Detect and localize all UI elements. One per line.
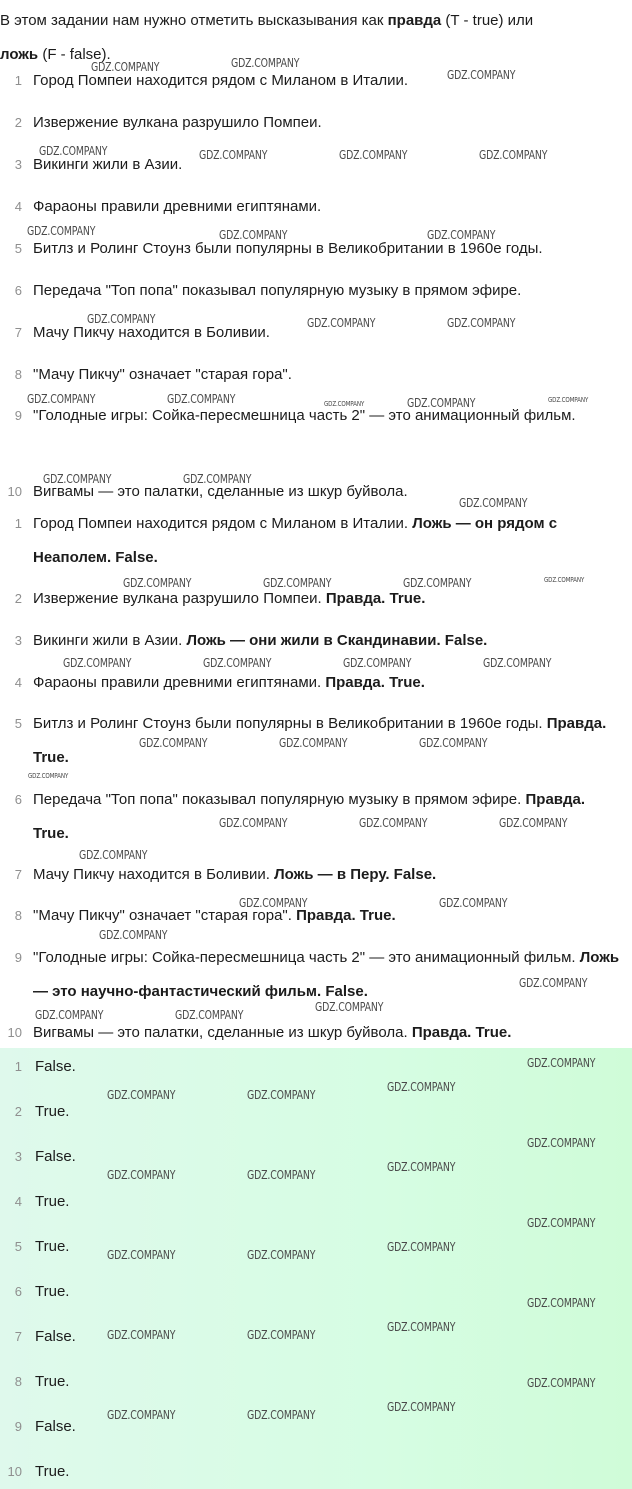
statement-text: Передача "Топ попа" показывал популярную музыку в прямом эфире.: [33, 282, 522, 299]
explanation-number: 4: [14, 675, 22, 690]
explanation-item: [0, 941, 632, 1009]
statement-item: [0, 148, 632, 182]
watermark: GDZ.COMPANY: [479, 148, 548, 162]
answer-number: 8: [14, 1374, 22, 1389]
explanation-item: [0, 858, 632, 892]
explanation-item: [0, 783, 632, 851]
answer-item: [0, 1275, 632, 1309]
answer-item: [0, 1140, 632, 1174]
explanation-text: Викинги жили в Азии.: [33, 632, 183, 649]
intro-paragraph: [0, 4, 628, 72]
statement-item: [0, 232, 632, 266]
intro-part3: (F - false).: [38, 46, 111, 63]
answer-item: [0, 1050, 632, 1084]
answer-number: 6: [14, 1284, 22, 1299]
statement-text: "Голодные игры: Сойка-пересмешница часть 2" — это анимационный фильм.: [33, 407, 576, 424]
watermark: GDZ.COMPANY: [183, 472, 252, 486]
statement-item: [0, 190, 632, 224]
watermark: GDZ.COMPANY: [27, 224, 96, 238]
watermark: GDZ.COMPANY: [499, 816, 568, 830]
answer-number: 4: [14, 1194, 22, 1209]
answer-text: False.: [35, 1418, 76, 1435]
explanation-number: 9: [14, 950, 22, 965]
statement-item: [0, 358, 632, 392]
statement-number: 1: [14, 73, 22, 88]
explanation-number: 6: [14, 792, 22, 807]
watermark: GDZ.COMPANY: [107, 1168, 176, 1182]
answer-text: True.: [35, 1373, 70, 1390]
explanation-text: Извержение вулкана разрушило Помпеи.: [33, 590, 322, 607]
statement-text: Битлз и Ролинг Стоунз были популярны в Великобритании в 1960е годы.: [33, 240, 543, 257]
explanation-text: Битлз и Ролинг Стоунз были популярны в Великобритании в 1960е годы.: [33, 715, 543, 732]
explanation-item: [0, 666, 632, 700]
explanation-number: 2: [14, 591, 22, 606]
watermark: GDZ.COMPANY: [99, 928, 168, 942]
watermark: GDZ.COMPANY: [219, 816, 288, 830]
answer-item: [0, 1320, 632, 1354]
explanation-text: Вигвамы — это палатки, сделанные из шкур буйвола.: [33, 1024, 408, 1041]
statement-number: 10: [7, 484, 22, 499]
explanation-number: 7: [14, 867, 22, 882]
watermark: GDZ.COMPANY: [483, 656, 552, 670]
statement-text: "Мачу Пикчу" означает "старая гора".: [33, 366, 292, 383]
statement-item: [0, 64, 632, 98]
watermark: GDZ.COMPANY: [247, 1408, 316, 1422]
explanation-number: 1: [14, 516, 22, 531]
statement-text: Фараоны правили древними египтянами.: [33, 198, 322, 215]
watermark: GDZ.COMPANY: [419, 736, 488, 750]
explanation-number: 8: [14, 908, 22, 923]
watermark: GDZ.COMPANY: [79, 848, 148, 862]
answer-item: [0, 1095, 632, 1129]
explanation-text: Город Помпеи находится рядом с Миланом в Италии.: [33, 515, 409, 532]
answer-number: 7: [14, 1329, 22, 1344]
watermark: GDZ.COMPANY: [203, 656, 272, 670]
answer-text: True.: [35, 1103, 70, 1120]
watermark: GDZ.COMPANY: [339, 148, 408, 162]
watermark: GDZ.COMPANY: [247, 1088, 316, 1102]
watermark: GDZ.COMPANY: [107, 1408, 176, 1422]
watermark: GDZ.COMPANY: [247, 1168, 316, 1182]
statement-item: [0, 475, 632, 509]
watermark: GDZ.COMPANY: [387, 1240, 456, 1254]
explanation-text: "Мачу Пикчу" означает "старая гора".: [33, 907, 292, 924]
watermark: GDZ.COMPANY: [459, 496, 528, 510]
watermark: GDZ.COMPANY: [403, 576, 472, 590]
explanation-answer: Правда. True.: [33, 715, 607, 766]
explanation-text: Передача "Топ попа" показывал популярную музыку в прямом эфире.: [33, 791, 522, 808]
watermark: GDZ.COMPANY: [387, 1080, 456, 1094]
statement-number: 6: [14, 283, 22, 298]
watermark: GDZ.COMPANY: [35, 1008, 104, 1022]
watermark: GDZ.COMPANY: [527, 1376, 596, 1390]
statement-number: 2: [14, 115, 22, 130]
watermark: GDZ.COMPANY: [199, 148, 268, 162]
answer-number: 2: [14, 1104, 22, 1119]
watermark: GDZ.COMPANY: [167, 392, 236, 406]
watermark: GDZ.COMPANY: [279, 736, 348, 750]
watermark: GDZ.COMPANY: [247, 1248, 316, 1262]
explanation-answer: Ложь — они жили в Скандинавии. False.: [186, 632, 488, 649]
explanation-text: "Голодные игры: Сойка-пересмешница часть 2" — это анимационный фильм.: [33, 949, 576, 966]
explanation-answer: Правда. True.: [296, 907, 396, 924]
statement-number: 7: [14, 325, 22, 340]
watermark: GDZ.COMPANY: [527, 1296, 596, 1310]
watermark: GDZ.COMPANY: [387, 1320, 456, 1334]
explanation-item: [0, 1016, 632, 1050]
statement-number: 8: [14, 367, 22, 382]
answer-item: [0, 1410, 632, 1444]
watermark: GDZ.COMPANY: [175, 1008, 244, 1022]
explanation-answer: Ложь — это научно-фантастический фильм. False.: [33, 949, 620, 1000]
explanation-item: [0, 899, 632, 933]
explanation-answer: Правда. True.: [33, 791, 586, 842]
statement-text: Мачу Пикчу находится в Боливии.: [33, 324, 270, 341]
answer-number: 1: [14, 1059, 22, 1074]
explanation-item: [0, 707, 632, 775]
watermark: GDZ.COMPANY: [527, 1216, 596, 1230]
answer-text: False.: [35, 1328, 76, 1345]
watermark: GDZ.COMPANY: [91, 60, 160, 74]
intro-false-word: ложь: [0, 46, 39, 63]
watermark: GDZ.COMPANY: [315, 1000, 384, 1014]
statement-item: [0, 274, 632, 308]
statement-number: 4: [14, 199, 22, 214]
watermark: GDZ.COMPANY: [43, 472, 112, 486]
watermark: GDZ.COMPANY: [324, 400, 365, 408]
watermark: GDZ.COMPANY: [123, 576, 192, 590]
answer-text: True.: [35, 1238, 70, 1255]
watermark: GDZ.COMPANY: [28, 772, 69, 780]
answer-text: True.: [35, 1283, 70, 1300]
watermark: GDZ.COMPANY: [139, 736, 208, 750]
watermark: GDZ.COMPANY: [39, 144, 108, 158]
intro-part1: В этом задании нам нужно отметить высказывания как: [0, 12, 388, 29]
watermark: GDZ.COMPANY: [63, 656, 132, 670]
statement-item: [0, 316, 632, 350]
watermark: GDZ.COMPANY: [87, 312, 156, 326]
statement-item: [0, 399, 632, 433]
watermark: GDZ.COMPANY: [544, 576, 585, 584]
explanation-text: Мачу Пикчу находится в Боливии.: [33, 866, 270, 883]
watermark: GDZ.COMPANY: [387, 1160, 456, 1174]
watermark: GDZ.COMPANY: [263, 576, 332, 590]
answers-panel: [0, 1048, 632, 1489]
statement-number: 3: [14, 157, 22, 172]
answer-item: [0, 1230, 632, 1264]
answer-number: 5: [14, 1239, 22, 1254]
watermark: GDZ.COMPANY: [447, 68, 516, 82]
watermark: GDZ.COMPANY: [107, 1328, 176, 1342]
watermark: GDZ.COMPANY: [519, 976, 588, 990]
answer-text: False.: [35, 1148, 76, 1165]
answer-number: 9: [14, 1419, 22, 1434]
answer-item: [0, 1365, 632, 1399]
explanation-answer: Ложь — в Перу. False.: [274, 866, 437, 883]
watermark: GDZ.COMPANY: [359, 816, 428, 830]
intro-true-word: правда: [387, 12, 442, 29]
answer-item: [0, 1455, 632, 1489]
explanation-number: 10: [7, 1025, 22, 1040]
watermark: GDZ.COMPANY: [27, 392, 96, 406]
watermark: GDZ.COMPANY: [548, 396, 589, 404]
statement-number: 5: [14, 241, 22, 256]
explanation-item: [0, 624, 632, 658]
watermark: GDZ.COMPANY: [447, 316, 516, 330]
explanation-text: Фараоны правили древними египтянами.: [33, 674, 322, 691]
answer-item: [0, 1185, 632, 1219]
answer-text: True.: [35, 1463, 70, 1480]
explanation-answer: Правда. True.: [325, 590, 426, 607]
explanation-number: 3: [14, 633, 22, 648]
watermark: GDZ.COMPANY: [387, 1400, 456, 1414]
statement-text: Город Помпеи находится рядом с Миланом в Италии.: [33, 72, 409, 89]
watermark: GDZ.COMPANY: [343, 656, 412, 670]
answer-text: True.: [35, 1193, 70, 1210]
explanation-answer: Правда. True.: [411, 1024, 512, 1041]
statement-item: [0, 106, 632, 140]
statement-text: Извержение вулкана разрушило Помпеи.: [33, 114, 322, 131]
explanation-item: [0, 582, 632, 616]
watermark: GDZ.COMPANY: [527, 1136, 596, 1150]
watermark: GDZ.COMPANY: [439, 896, 508, 910]
explanation-item: [0, 507, 632, 575]
watermark: GDZ.COMPANY: [407, 396, 476, 410]
explanation-answer: Правда. True.: [325, 674, 425, 691]
watermark: GDZ.COMPANY: [231, 56, 300, 70]
watermark: GDZ.COMPANY: [427, 228, 496, 242]
explanation-answer: Ложь — он рядом с Неаполем. False.: [33, 515, 558, 566]
statement-number: 9: [14, 408, 22, 423]
watermark: GDZ.COMPANY: [239, 896, 308, 910]
watermark: GDZ.COMPANY: [247, 1328, 316, 1342]
watermark: GDZ.COMPANY: [307, 316, 376, 330]
statement-text: Викинги жили в Азии.: [33, 156, 183, 173]
watermark: GDZ.COMPANY: [107, 1088, 176, 1102]
watermark: GDZ.COMPANY: [527, 1056, 596, 1070]
watermark: GDZ.COMPANY: [107, 1248, 176, 1262]
watermark: GDZ.COMPANY: [219, 228, 288, 242]
intro-part2: (T - true) или: [441, 12, 534, 29]
answer-number: 10: [7, 1464, 22, 1479]
statement-text: Вигвамы — это палатки, сделанные из шкур буйвола.: [33, 483, 408, 500]
explanation-number: 5: [14, 716, 22, 731]
answer-number: 3: [14, 1149, 22, 1164]
answer-text: False.: [35, 1058, 76, 1075]
